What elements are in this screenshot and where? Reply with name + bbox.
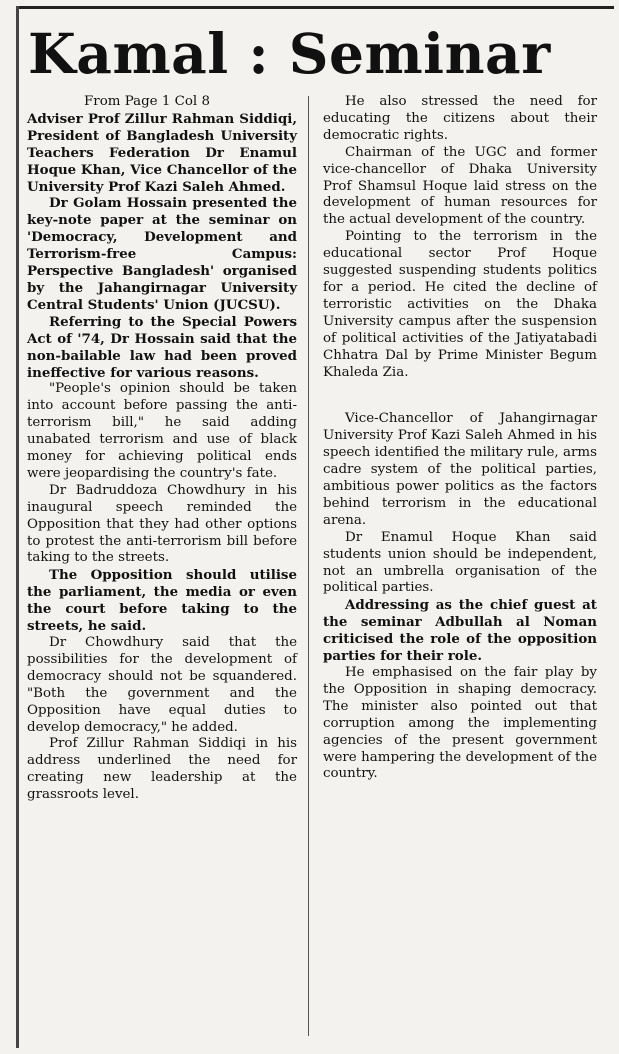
top-rule (16, 6, 614, 9)
paragraph: He emphasised on the fair play by the Opposition in shaping democracy. The minister also pointed out that corruption among the implementing agencies of the present government were hampering the development of the country. (323, 665, 597, 782)
paragraph: He also stressed the need for educating the citizens about their democratic rights. (323, 94, 597, 143)
paragraph: Vice-Chancellor of Jahangirnagar University Prof Kazi Saleh Ahmed in his speech identified the military rule, arms cadre system of the political parties, ambitious power politics as the factors behind terrorism in the educational arena. (323, 411, 597, 528)
continuation-line: From Page 1 Col 8 (84, 94, 210, 109)
paragraph: Dr Enamul Hoque Khan said students union should be independent, not an umbrella organisation of the political parties. (323, 529, 597, 596)
headline: Kamal : Seminar (28, 21, 551, 86)
left-column (27, 94, 297, 804)
paragraph: The Opposition should utilise the parliament, the media or even the court before taking to the streets, he said. (27, 567, 297, 635)
paragraph: "People's opinion should be taken into account before passing the anti-terrorism bill," he said adding unabated terrorism and use of black money for achieving political ends were jeopardising the country's fate. (27, 381, 297, 481)
paragraph: Dr Golam Hossain presented the key-note paper at the seminar on 'Democracy, Development and Terrorism-free Campus: Perspective Bangladesh' organised by the Jahangirnagar University Central Students' Union (JUCSU). (27, 195, 297, 313)
paragraph: Dr Badruddoza Chowdhury in his inaugural speech reminded the Opposition that they had other options to protest the anti-terrorism bill before taking to the streets. (27, 482, 297, 566)
right-column (323, 94, 597, 783)
left-rule (16, 6, 19, 1048)
paragraph: Pointing to the terrorism in the educational sector Prof Hoque suggested suspending students politics for a period. He cited the decline of terroristic activities on the Dhaka University campus after the suspension of political activities of the Jatiyatabadi Chhatra Dal by Prime Minister Begum Khaleda Zia. (323, 229, 597, 380)
paragraph: Chairman of the UGC and former vice-chancellor of Dhaka University Prof Shamsul Hoque laid stress on the development of human resources for the actual development of the country. (323, 144, 597, 228)
paragraph: Addressing as the chief guest at the seminar Adbullah al Noman criticised the role of the opposition parties for their role. (323, 597, 597, 665)
paragraph: Dr Chowdhury said that the possibilities for the development of democracy should not be squandered. "Both the government and the Opposition have equal duties to develop democracy," he added. (27, 635, 297, 735)
paragraph: Adviser Prof Zillur Rahman Siddiqi, President of Bangladesh University Teachers Federation Dr Enamul Hoque Khan, Vice Chancellor of the University Prof Kazi Saleh Ahmed. (27, 110, 297, 195)
column-divider (308, 96, 309, 1036)
paragraph: Referring to the Special Powers Act of '74, Dr Hossain said that the non-bailable law had been proved ineffective for various reasons. (27, 313, 297, 381)
paragraph: Prof Zillur Rahman Siddiqi in his address underlined the need for creating new leadership at the grassroots level. (27, 736, 297, 803)
column-gap (323, 381, 597, 411)
